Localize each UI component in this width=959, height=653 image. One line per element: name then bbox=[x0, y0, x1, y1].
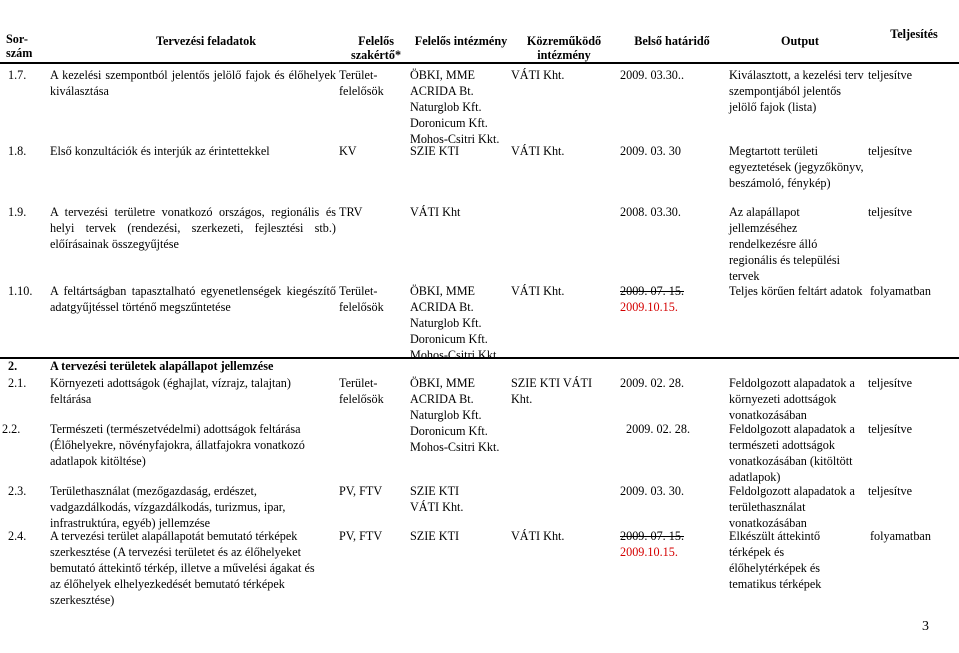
row-1-7-num: 1.7. bbox=[8, 68, 27, 82]
row-1-8-inst: SZIE KTI bbox=[410, 144, 460, 158]
row-1-8-output: Megtartott területi egyeztetések (jegyzőkönyv, beszámoló, fénykép) bbox=[729, 144, 864, 190]
row-1-9-num: 1.9. bbox=[8, 205, 27, 219]
row-1-7-status: teljesítve bbox=[868, 68, 912, 82]
row-2-2-num: 2.2. bbox=[2, 422, 21, 436]
row-2-1-num: 2.1. bbox=[8, 376, 27, 390]
row-2-2-status: teljesítve bbox=[868, 422, 912, 436]
row-1-8-deadline: 2009. 03. 30 bbox=[620, 144, 681, 158]
row-2-4-deadline: 2009. 07. 15. bbox=[620, 529, 684, 543]
header-sorszam: Sor- szám bbox=[6, 32, 33, 60]
row-2-1-output: Feldolgozott alapadatok a környezeti adottságok vonatkozásában bbox=[729, 376, 855, 422]
row-1-7-output: Kiválasztott, a kezelési terv szempontjából jelentős jelölő fajok (lista) bbox=[729, 68, 864, 114]
row-1-9-output: Az alapállapot jellemzéséhez rendelkezésre álló regionális és települési tervek bbox=[729, 205, 841, 283]
row-1-10-task: A feltártságban tapasztalható egyenetlenségek kiegészítő adatgyűjtéssel történő megszűntetése bbox=[50, 284, 336, 314]
row-2-4-status: folyamatban bbox=[870, 529, 931, 543]
row-1-9-inst: VÁTI Kht bbox=[410, 205, 461, 219]
row-2-4-output: Elkészült áttekintő térképek és élőhelytérképek és tematikus térképek bbox=[729, 529, 822, 591]
row-2-3-num: 2.3. bbox=[8, 484, 27, 498]
row-2-4-inst: SZIE KTI bbox=[410, 529, 460, 543]
row-2-2-output: Feldolgozott alapadatok a természeti adottságok vonatkozásában (kitöltött adatlapok) bbox=[729, 422, 855, 484]
header-szakerto: Felelős szakértő* bbox=[350, 34, 402, 62]
row-2-1-expert: Terület- felelősök bbox=[339, 376, 384, 406]
row-1-9-status: teljesítve bbox=[868, 205, 912, 219]
row-2-3-inst: SZIE KTI VÁTI Kht. bbox=[410, 484, 464, 514]
row-1-7-inst: ÖBKI, MME ACRIDA Bt. Naturglob Kft. Doronicum Kft. Mohos-Csitri Kkt. bbox=[410, 68, 500, 146]
row-2-2-task: Természeti (természetvédelmi) adottságok feltárása (Élőhelyekre, növényfajokra, állatfajokra vonatkozó adatlapok kitöltése) bbox=[50, 422, 305, 468]
row-2-4-num: 2.4. bbox=[8, 529, 27, 543]
row-1-10-deadline: 2009. 07. 15. bbox=[620, 284, 684, 298]
row-2-3-output: Feldolgozott alapadatok a területhasználat vonatkozásában bbox=[729, 484, 855, 530]
row-2-1-status: teljesítve bbox=[868, 376, 912, 390]
row-1-10-deadline-revised: 2009.10.15. bbox=[620, 300, 678, 314]
row-1-8-expert: KV bbox=[339, 144, 357, 158]
row-2-1-inst: ÖBKI, MME ACRIDA Bt. Naturglob Kft. Doronicum Kft. Mohos-Csitri Kkt. bbox=[410, 376, 500, 454]
row-2-3-deadline: 2009. 03. 30. bbox=[620, 484, 684, 498]
row-1-10-output: Teljes körűen feltárt adatok bbox=[729, 284, 863, 298]
header-feladat: Tervezési feladatok bbox=[155, 34, 257, 48]
row-2-1-deadline: 2009. 02. 28. bbox=[620, 376, 684, 390]
row-2-3-expert: PV, FTV bbox=[339, 484, 383, 498]
row-1-8-coop: VÁTI Kht. bbox=[511, 144, 565, 158]
row-1-8-task: Első konzultációk és interjúk az érintettekkel bbox=[50, 144, 270, 158]
section-2-num: 2. bbox=[8, 359, 18, 373]
row-1-9-expert: TRV bbox=[339, 205, 363, 219]
row-1-10-num: 1.10. bbox=[8, 284, 33, 298]
row-2-4-deadline-revised: 2009.10.15. bbox=[620, 545, 678, 559]
row-2-4-task: A tervezési terület alapállapotát bemutató térképek szerkesztése (A tervezési területet és az élőhelyeket bemutató áttekintő térkép, illetve a művelési ágakat és az élőhelyek elhelyezkedését bemutató térképek szerkesztése) bbox=[50, 529, 315, 607]
row-1-7-coop: VÁTI Kht. bbox=[511, 68, 565, 82]
header-hatarido: Belső határidő bbox=[634, 34, 710, 48]
row-1-9-deadline: 2008. 03.30. bbox=[620, 205, 681, 219]
header-kozremukodo: Közreműködő intézmény bbox=[526, 34, 602, 62]
table-header bbox=[0, 0, 959, 64]
row-1-10-coop: VÁTI Kht. bbox=[511, 284, 565, 298]
row-2-4-expert: PV, FTV bbox=[339, 529, 383, 543]
row-2-1-task: Környezeti adottságok (éghajlat, vízrajz, talajtan) feltárása bbox=[50, 376, 291, 406]
row-1-7-task: A kezelési szempontból jelentős jelölő fajok és élőhelyek kiválasztása bbox=[50, 68, 336, 98]
header-intezmeny: Felelős intézmény bbox=[414, 34, 508, 48]
row-2-3-status: teljesítve bbox=[868, 484, 912, 498]
row-2-4-coop: VÁTI Kht. bbox=[511, 529, 565, 543]
header-output: Output bbox=[781, 34, 819, 48]
row-2-1-coop: SZIE KTI VÁTI Kht. bbox=[511, 376, 593, 406]
section-2-title: A tervezési területek alapállapot jellemzése bbox=[50, 359, 274, 373]
row-1-10-inst: ÖBKI, MME ACRIDA Bt. Naturglob Kft. Doronicum Kft. Mohos-Csitri Kkt. bbox=[410, 284, 500, 362]
row-1-10-expert: Terület- felelősök bbox=[339, 284, 384, 314]
row-1-9-task: A tervezési területre vonatkozó országos, regionális és helyi tervek (rendezési, szerkezeti, fejlesztési stb.) előírásainak összegyűjtése bbox=[50, 205, 336, 251]
row-2-2-deadline: 2009. 02. 28. bbox=[626, 422, 690, 436]
header-teljesites: Teljesítés bbox=[890, 27, 938, 41]
row-1-10-status: folyamatban bbox=[870, 284, 931, 298]
row-2-3-task: Területhasználat (mezőgazdaság, erdészet, vadgazdálkodás, vízgazdálkodás, turizmus, ipar, infrastruktúra, egyéb) jellemzése bbox=[50, 484, 286, 530]
row-1-7-deadline: 2009. 03.30.. bbox=[620, 68, 684, 82]
row-1-8-num: 1.8. bbox=[8, 144, 27, 158]
row-1-8-status: teljesítve bbox=[868, 144, 912, 158]
page-number: 3 bbox=[922, 619, 929, 634]
row-1-7-expert: Terület- felelősök bbox=[339, 68, 384, 98]
